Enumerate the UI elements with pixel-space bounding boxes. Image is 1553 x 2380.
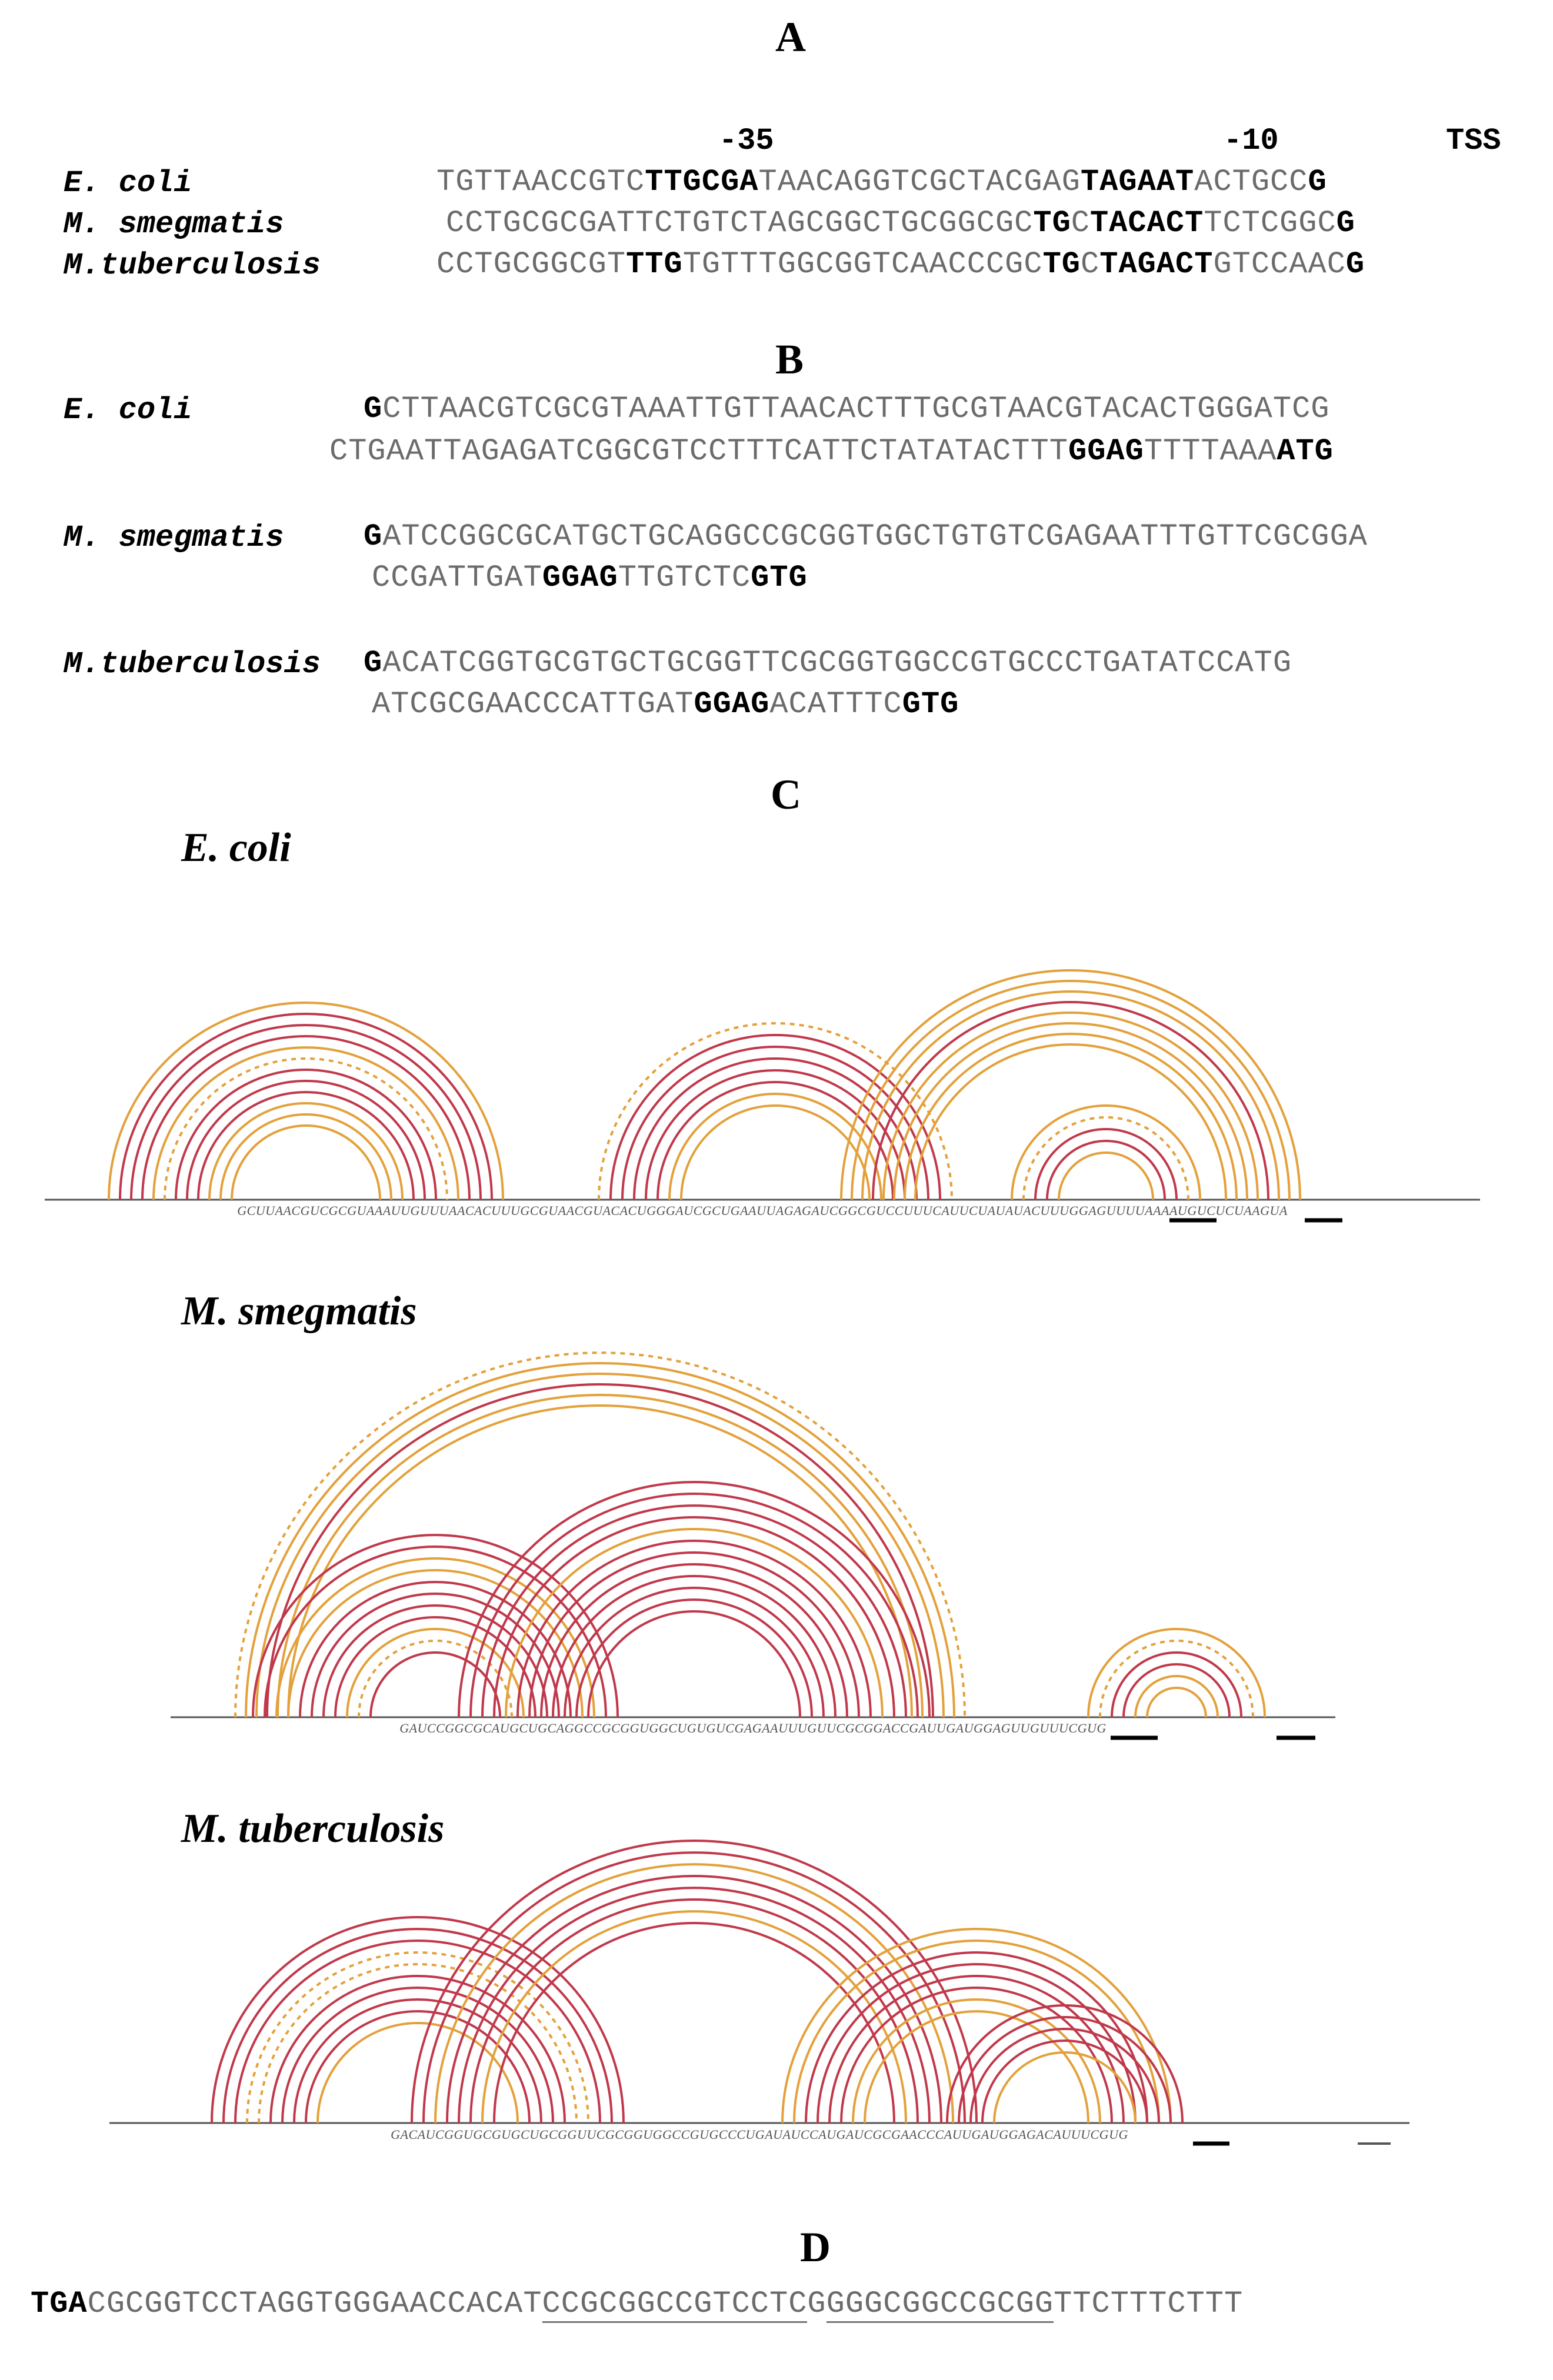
sequence-run: CCTGCGCGATTCTGTCTAGCGGCTGCGGCGC: [446, 206, 1034, 241]
base-pair-arc: [235, 1353, 965, 1717]
sequence-run: CGCGGTCCTAGGTGGGAACCACAT: [87, 2286, 542, 2321]
base-pair-arc: [646, 1070, 905, 1200]
diagram-title: M. smegmatis: [181, 1289, 417, 1334]
motif-bold: TAGAAT: [1081, 165, 1195, 199]
base-pair-arc: [224, 1929, 612, 2123]
base-pair-arc: [209, 1103, 402, 1200]
base-pair-arc: [553, 1576, 835, 1717]
motif-bold: G: [1336, 206, 1355, 241]
rna-sequence: GCUUAACGUCGCGUAAAUUGUUUAACACUUUGCGUAACGUACACUGGGAUCGCUGAAUUAGAGAUCGGCGUCCUUUCAUUCUAUAUACUUUGGAGUUUUAAAAUGUCUCUAAGUA: [237, 1203, 1288, 1218]
sequence-run: CCTGCGGCGT: [436, 247, 626, 282]
sequence-run: C: [1081, 247, 1100, 282]
sequence-run: TAACAGGTCGCTACGAG: [758, 165, 1081, 199]
sequence-run: CCGCGGCCGTCCTC: [542, 2286, 808, 2323]
organism-label: M.tuberculosis: [64, 248, 321, 283]
sequence-run: GGGCGGCCGCGG: [827, 2286, 1054, 2323]
base-pair-arc: [794, 1941, 1159, 2123]
panel-label-b: B: [775, 336, 804, 383]
base-pair-arc: [971, 2029, 1159, 2123]
base-pair-arc: [471, 1494, 918, 1717]
base-pair-arc: [232, 1126, 380, 1200]
sequence-run: TTTTAAA: [1144, 434, 1277, 469]
base-pair-arc: [905, 1034, 1237, 1200]
motif-bold: TAGACT: [1099, 247, 1214, 282]
sequence-run: TTGTCTC: [618, 560, 751, 595]
motif-bold: ATG: [1277, 434, 1334, 469]
base-pair-arc: [1124, 1664, 1229, 1717]
motif-bold: G: [1345, 247, 1365, 282]
base-pair-arc: [1059, 1153, 1153, 1200]
motif-bold: GTG: [902, 687, 959, 722]
sequence-run: TCTCGGC: [1204, 206, 1337, 241]
sequence-run: TGTTAACCGTC: [436, 165, 645, 199]
base-pair-arc: [235, 1941, 600, 2123]
base-pair-arc: [412, 1841, 977, 2123]
panel-label-c: C: [771, 771, 801, 818]
downstream-sequence: [31, 2286, 1243, 2321]
diagram-title: E. coli: [181, 825, 291, 870]
sequence-run: ATCGCGAACCCATTGAT: [372, 687, 694, 722]
motif-bold: G: [364, 646, 383, 680]
diagram-title: M. tuberculosis: [181, 1806, 445, 1851]
motif-bold: G: [364, 519, 383, 554]
base-pair-arc: [253, 1535, 618, 1717]
panel-label-d: D: [800, 2224, 831, 2271]
marker-minus-35: -35: [719, 123, 774, 158]
organism-label: M. smegmatis: [64, 207, 284, 242]
motif-bold: G: [1308, 165, 1327, 199]
panel-label-a: A: [775, 14, 806, 61]
marker-minus-10: -10: [1224, 123, 1279, 158]
base-pair-arc: [994, 2052, 1135, 2123]
sequence-run: ATCCGGCGCATGCTGCAGGCCGCGGTGGCTGTGTCGAGAATTTGTTCGCGGA: [382, 519, 1368, 554]
sequence-run: TTCTTTCTTT: [1054, 2286, 1244, 2321]
organism-label: E. coli: [64, 393, 192, 428]
sequence-run: TGTTTGGCGGTCAACCCGC: [682, 247, 1043, 282]
base-pair-arc: [884, 1013, 1258, 1200]
base-pair-arc: [282, 1988, 553, 2123]
motif-bold: GGAG: [542, 560, 618, 595]
motif-bold: G: [364, 392, 383, 426]
base-pair-arc: [565, 1588, 824, 1717]
base-pair-arc: [131, 1025, 481, 1200]
base-pair-arc: [371, 1653, 500, 1717]
organism-label: E. coli: [64, 166, 192, 201]
sequence-run: ACATCGGTGCGTGCTGCGGTTCGCGGTGGCCGTGCCCTGATATCCATG: [382, 646, 1292, 680]
sequence-run: ACATTTC: [769, 687, 902, 722]
organism-label: M.tuberculosis: [64, 647, 321, 682]
base-pair-arc: [256, 1374, 944, 1717]
base-pair-arc: [1047, 1141, 1165, 1200]
base-pair-arc: [1112, 1653, 1241, 1717]
motif-bold: TTG: [626, 247, 683, 282]
base-pair-arc: [271, 1976, 565, 2123]
sequence-run: G: [807, 2286, 827, 2321]
motif-bold: GGAG: [1068, 434, 1144, 469]
motif-bold: TACACT: [1090, 206, 1204, 241]
motif-bold: TG: [1033, 206, 1071, 241]
base-pair-arc: [176, 1070, 436, 1200]
base-pair-arc: [782, 1929, 1171, 2123]
motif-bold: TTGCGA: [645, 165, 759, 199]
base-pair-arc: [915, 1044, 1226, 1200]
rna-sequence: GACAUCGGUGCGUGCUGCGGUUCGCGGUGGCCGUGCCCUGAUAUCCAUGAUCGCGAACCCAUUGAUGGAGACAUUUCGUG: [391, 2127, 1128, 2142]
base-pair-arc: [1147, 1688, 1206, 1717]
sequence-run: C: [1071, 206, 1090, 241]
base-pair-arc: [494, 1923, 894, 2123]
motif-bold: GGAG: [694, 687, 770, 722]
motif-bold: GTG: [751, 560, 808, 595]
motif-bold: TG: [1042, 247, 1081, 282]
sequence-run: ACTGCC: [1194, 165, 1308, 199]
base-pair-arc: [120, 1014, 492, 1200]
motif-bold: TGA: [31, 2286, 88, 2321]
marker-tss: TSS: [1446, 123, 1501, 158]
sequence-run: CTGAATTAGAGATCGGCGTCCTTTCATTCTATATACTTT: [329, 434, 1068, 469]
rna-sequence: GAUCCGGCGCAUGCUGCAGGCCGCGGUGGCUGUGUCGAGAAUUUGUUCGCGGACCGAUUGAUGGAGUUGUUUCGUG: [399, 1721, 1107, 1735]
sequence-run: CTTAACGTCGCGTAAATTGTTAACACTTTGCGTAACGTACACTGGGATCG: [382, 392, 1330, 426]
sequence-run: GTCCAAC: [1213, 247, 1346, 282]
base-pair-arc: [424, 1852, 965, 2123]
sequence-run: CCGATTGAT: [372, 560, 542, 595]
organism-label: M. smegmatis: [64, 520, 284, 555]
